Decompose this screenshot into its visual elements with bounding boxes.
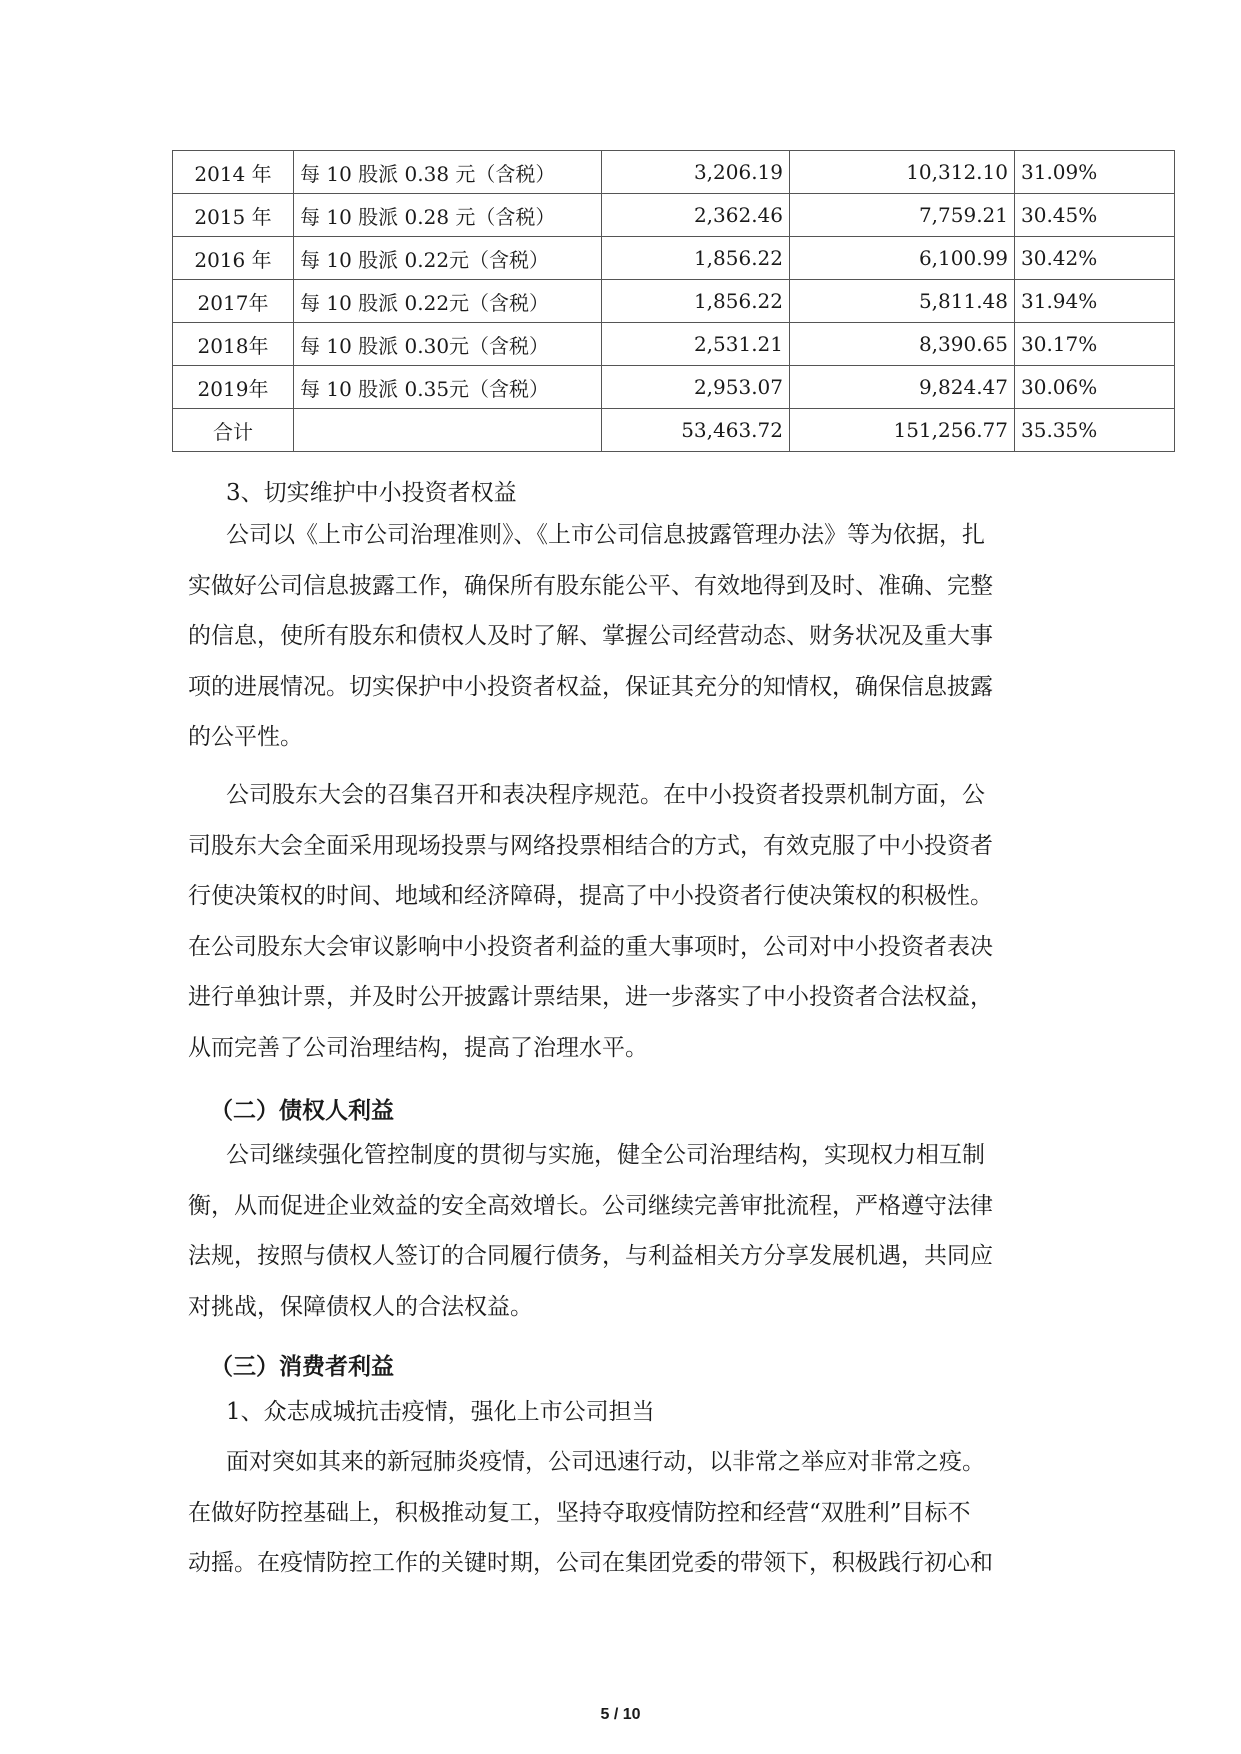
dividend-cell: 1,856.22 — [602, 280, 790, 323]
profit-cell: 9,824.47 — [790, 366, 1015, 409]
paragraph-line: 实做好公司信息披露工作，确保所有股东能公平、有效地得到及时、准确、完整 — [188, 572, 993, 599]
plan-cell: 每 10 股派 0.28 元（含税） — [294, 194, 602, 237]
year-cell: 2016 年 — [173, 237, 294, 280]
plan-cell: 每 10 股派 0.38 元（含税） — [294, 151, 602, 194]
table-row — [173, 194, 1175, 237]
paragraph-creditors — [188, 1130, 1048, 1332]
total-plan-cell — [294, 409, 602, 452]
profit-cell: 6,100.99 — [790, 237, 1015, 280]
profit-cell: 5,811.48 — [790, 280, 1015, 323]
table-row — [173, 366, 1175, 409]
ratio-cell: 31.94% — [1015, 280, 1175, 323]
paragraph-line: 法规，按照与债权人签订的合同履行债务，与利益相关方分享发展机遇，共同应 — [188, 1243, 993, 1269]
paragraph-line: 公司股东大会的召集召开和表决程序规范。在中小投资者投票机制方面，公 — [226, 782, 985, 808]
ratio-cell: 30.42% — [1015, 237, 1175, 280]
dividend-cell: 3,206.19 — [602, 151, 790, 194]
paragraph-line: 的信息，使所有股东和债权人及时了解、掌握公司经营动态、财务状况及重大事 — [188, 623, 993, 649]
paragraph-line: 进行单独计票，并及时公开披露计票结果，进一步落实了中小投资者合法权益， — [188, 984, 993, 1010]
heading-creditor-interests: （二）债权人利益 — [210, 1098, 394, 1124]
heading-consumer-interests: （三）消费者利益 — [210, 1354, 394, 1380]
paragraph-line: 从而完善了公司治理结构，提高了治理水平。 — [188, 1034, 648, 1061]
table-row — [173, 151, 1175, 194]
paragraph-line: 司股东大会全面采用现场投票与网络投票相结合的方式，有效克服了中小投资者 — [188, 832, 993, 859]
paragraph-line: 公司继续强化管控制度的贯彻与实施，健全公司治理结构，实现权力相互制 — [226, 1142, 985, 1168]
paragraph-line: 面对突如其来的新冠肺炎疫情，公司迅速行动，以非常之举应对非常之疫。 — [226, 1449, 985, 1475]
ratio-cell: 31.09% — [1015, 151, 1175, 194]
dividend-cell: 2,362.46 — [602, 194, 790, 237]
dividend-cell: 1,856.22 — [602, 237, 790, 280]
plan-cell: 每 10 股派 0.22元（含税） — [294, 280, 602, 323]
paragraph-line: 公司以《上市公司治理准则》、《上市公司信息披露管理办法》等为依据，扎 — [226, 522, 985, 548]
year-cell: 2014 年 — [173, 151, 294, 194]
ratio-cell: 30.45% — [1015, 194, 1175, 237]
paragraph-line: 在公司股东大会审议影响中小投资者利益的重大事项时，公司对中小投资者表决 — [188, 933, 993, 960]
plan-cell: 每 10 股派 0.35元（含税） — [294, 366, 602, 409]
dividend-table-body — [173, 151, 1175, 452]
paragraph-shareholder-meeting — [188, 770, 1048, 1073]
table-row — [173, 280, 1175, 323]
profit-cell: 10,312.10 — [790, 151, 1015, 194]
profit-cell: 8,390.65 — [790, 323, 1015, 366]
ratio-cell: 30.06% — [1015, 366, 1175, 409]
section-3-title: 3、切实维护中小投资者权益 — [226, 480, 517, 506]
table-row — [173, 237, 1175, 280]
paragraph-line: 动摇。在疫情防控工作的关键时期，公司在集团党委的带领下，积极践行初心和 — [188, 1550, 993, 1576]
dividend-table — [172, 150, 1175, 452]
dividend-cell: 2,953.07 — [602, 366, 790, 409]
paragraph-epidemic — [188, 1437, 1048, 1589]
paragraph-line: 行使决策权的时间、地域和经济障碍，提高了中小投资者行使决策权的积极性。 — [188, 883, 993, 909]
dividend-cell: 2,531.21 — [602, 323, 790, 366]
year-cell: 2018年 — [173, 323, 294, 366]
plan-cell: 每 10 股派 0.22元（含税） — [294, 237, 602, 280]
page-number: 5 / 10 — [600, 1706, 641, 1723]
profit-cell: 7,759.21 — [790, 194, 1015, 237]
paragraph-line: 对挑战，保障债权人的合法权益。 — [188, 1293, 533, 1320]
paragraph-line: 的公平性。 — [188, 724, 303, 750]
year-cell: 2015 年 — [173, 194, 294, 237]
ratio-cell: 30.17% — [1015, 323, 1175, 366]
paragraph-line: 项的进展情况。切实保护中小投资者权益，保证其充分的知情权，确保信息披露 — [188, 673, 993, 700]
total-ratio-cell: 35.35% — [1015, 409, 1175, 452]
paragraph-disclosure — [188, 510, 1048, 763]
section-1-title: 1、众志成城抗击疫情，强化上市公司担当 — [226, 1399, 655, 1425]
total-dividend-cell: 53,463.72 — [602, 409, 790, 452]
table-row — [173, 323, 1175, 366]
year-cell: 2019年 — [173, 366, 294, 409]
plan-cell: 每 10 股派 0.30元（含税） — [294, 323, 602, 366]
paragraph-line: 在做好防控基础上，积极推动复工，坚持夺取疫情防控和经营“双胜利”目标不 — [188, 1499, 971, 1526]
total-profit-cell: 151,256.77 — [790, 409, 1015, 452]
table-total-row — [173, 409, 1175, 452]
year-cell: 2017年 — [173, 280, 294, 323]
paragraph-line: 衡，从而促进企业效益的安全高效增长。公司继续完善审批流程，严格遵守法律 — [188, 1192, 993, 1219]
total-label-cell: 合计 — [173, 409, 294, 452]
